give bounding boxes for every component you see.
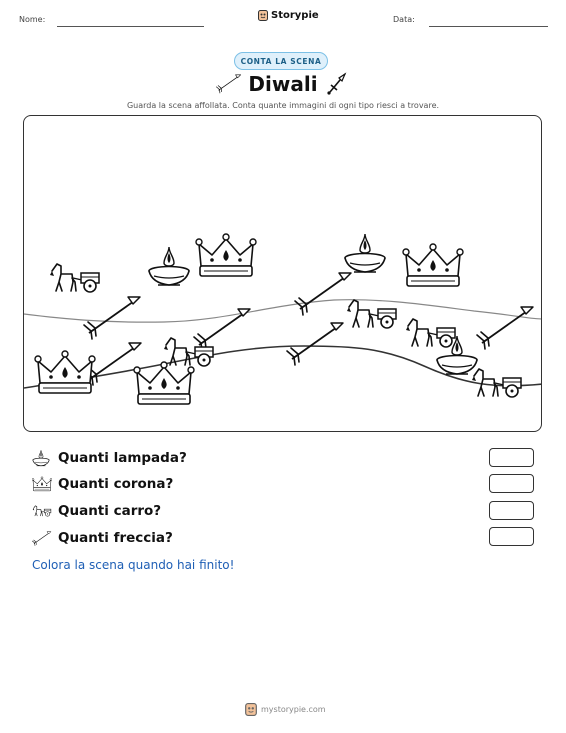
arrow-icon xyxy=(295,273,351,315)
arrow-icon xyxy=(287,323,343,365)
answer-box[interactable] xyxy=(489,501,534,520)
question-row xyxy=(32,473,173,495)
question-text: Quanti corona? xyxy=(58,476,174,492)
instructions: Guarda la scena affollata. Conta quante immagini di ogni tipo riesci a trovare. xyxy=(126,101,440,110)
page-title: Diwali xyxy=(248,72,318,96)
question-text: Quanti freccia? xyxy=(58,530,173,546)
arrow-icon xyxy=(32,528,52,548)
question-row xyxy=(32,447,187,469)
footer xyxy=(245,703,326,716)
arrow-icon xyxy=(84,297,140,339)
date-line[interactable] xyxy=(429,26,548,27)
question-text: Quanti carro? xyxy=(58,503,162,519)
cart-icon xyxy=(32,503,52,519)
counting-scene xyxy=(23,115,542,432)
activity-badge: CONTA LA SCENA xyxy=(234,52,328,70)
answer-box[interactable] xyxy=(489,527,534,546)
lamp-icon xyxy=(149,247,189,285)
question-row xyxy=(32,500,161,522)
date-label: Data: xyxy=(393,15,415,24)
cart-icon xyxy=(406,319,455,347)
crown-icon xyxy=(32,475,52,493)
back-hill-line xyxy=(24,300,542,322)
arrow-icon xyxy=(194,309,250,351)
dagger-icon xyxy=(326,70,348,96)
storypie-logo-icon xyxy=(245,703,257,716)
arrow-icon xyxy=(85,343,141,385)
answer-box[interactable] xyxy=(489,474,534,493)
brand-logo xyxy=(258,10,319,21)
cart-icon xyxy=(50,264,99,292)
name-label: Nome: xyxy=(19,15,46,24)
footer-url: mystorypie.com xyxy=(261,705,326,714)
storypie-logo-icon xyxy=(258,10,268,21)
arrow-icon xyxy=(477,307,533,349)
lamp-icon xyxy=(32,449,50,467)
question-text: Quanti lampada? xyxy=(58,450,187,466)
lamp-icon xyxy=(345,234,385,272)
crown-icon xyxy=(403,244,463,286)
crown-icon xyxy=(196,234,256,276)
answer-box[interactable] xyxy=(489,448,534,467)
question-row xyxy=(32,527,173,549)
name-line[interactable] xyxy=(57,26,204,27)
cart-icon xyxy=(347,300,396,328)
brand-name: Storypie xyxy=(271,10,319,21)
crown-icon xyxy=(35,351,95,393)
coloring-note: Colora la scena quando hai finito! xyxy=(32,558,235,572)
